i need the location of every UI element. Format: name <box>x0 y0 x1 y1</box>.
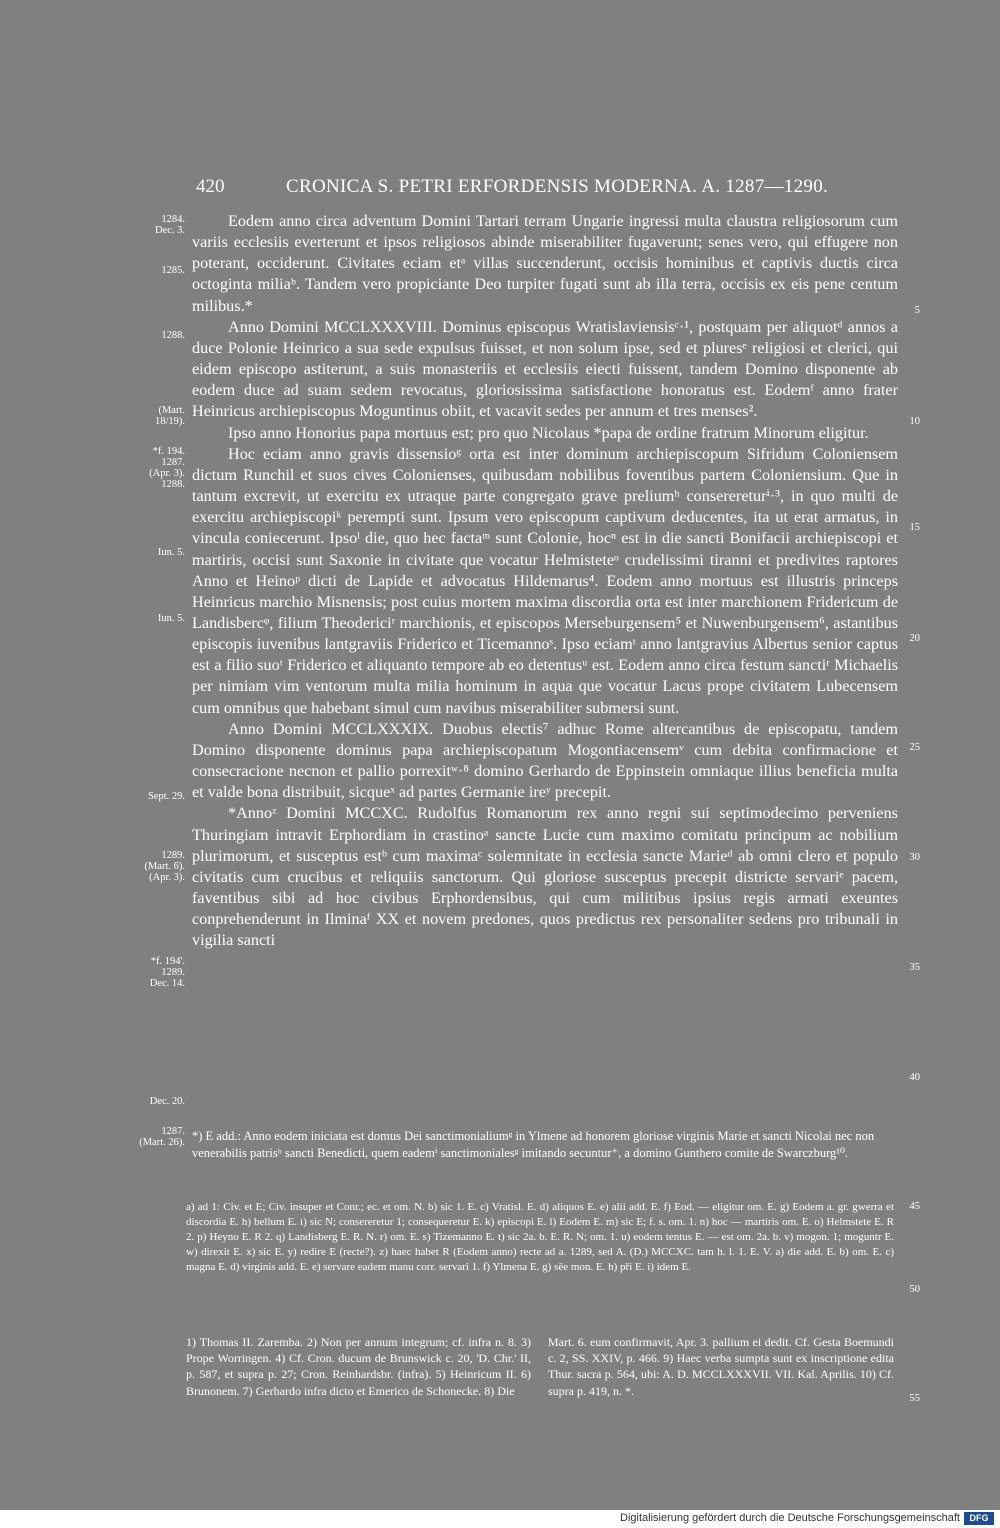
margin-date: Dec. 20. <box>149 1096 185 1107</box>
line-number: 30 <box>909 852 920 863</box>
margin-date: *f. 194'. 1289. Dec. 14. <box>149 956 185 989</box>
margin-date: 1289. (Mart. 6). (Apr. 3). <box>144 850 185 883</box>
notes-text: 1) Thomas II. Zaremba. 2) Non per annum integrum; cf. infra n. 8. 3) Prope Worringen. 4) Cf. Cron. ducum de Brunswick c. 20, 'D. Chr.' II, p. 587, et supra p. 27; Cron. Reinhardsbr. (infra). 5) Heinricum II. 6) Brunonem. 7) Gerhardo infra dicto et Emerico de Schonecke. 8) Die <box>186 1335 531 1398</box>
line-number: 50 <box>909 1284 920 1295</box>
line-number: 5 <box>914 305 920 316</box>
paragraph: Anno Domini MCCLXXXIX. Duobus electis⁷ adhuc Rome altercantibus de episcopatu, tandem Domino disponente dominus papa archiepiscopatum Mogontiacensemᵛ cum debita confirmacione et consecracione necnon et pallio porrexitʷ·⁸ domino Gerhardo de Eppinstein omniaque illius beneficia multa et valde bona distribuit, sicqueˣ ad partes Germanie ireʸ precepit. <box>192 719 898 802</box>
funding-credit[interactable]: Digitalisierung gefördert durch die Deutsche Forschungsgemeinschaft <box>620 1512 960 1524</box>
dfg-logo[interactable]: DFG <box>964 1512 994 1525</box>
line-number: 10 <box>909 416 920 427</box>
margin-date: (Mart. 18/19). <box>154 405 185 427</box>
notes-left-column <box>186 1334 531 1399</box>
margin-date: 1284. Dec. 3. <box>154 214 185 236</box>
margin-date: 1285. <box>161 265 185 276</box>
page-number: 420 <box>196 176 225 197</box>
line-number: 20 <box>909 633 920 644</box>
critical-apparatus <box>186 1200 894 1275</box>
line-number: 40 <box>909 1072 920 1083</box>
running-title: CRONICA S. PETRI ERFORDENSIS MODERNA. A. 1287—1290. <box>286 176 829 197</box>
paragraph: *Annoᶻ Domini MCCXC. Rudolfus Romanorum rex anno regni sui septimodecimo perveniens Thuringiam intravit Erphordiam in crastinoᵃ sancte Lucie cum maximo comitatu principum ac nobilium plurimorum, et susceptus estᵇ cum maximaᶜ solemnitate in ecclesia sancte Marieᵈ ab omni clero et populo civitatis cum crucibus et reliquiis sanctorum. Qui gloriose susceptus precepit districte servariᵉ pacem, faventibus sibi ad hoc civibus Erphordensibus, qui cum militibus ipsius regis armati exeuntes conprehenderunt in Ilminaᶠ XX et novem predones, quos predictus rex personaliter sedens pro tribunali in vigilia sancti <box>192 804 898 950</box>
line-number: 55 <box>909 1393 920 1404</box>
margin-date: Sept. 29. <box>147 791 185 802</box>
paragraph: Eodem anno circa adventum Domini Tartari terram Ungarie ingressi multa claustra religiosorum cum variis ecclesiis everterunt et ipsos religiosos abinde miserabiliter fugaverunt; senes vero, qui effugere non poterant, occiderunt. Civitates eciam etᵃ villas succenderunt, occisis hominibus et captivis ductis circa octoginta miliaᵇ. Tandem vero propiciante Deo turpiter fugati sunt ab illa terra, occisis ex eis pene centum milibus.* <box>192 212 898 315</box>
notes-text: Mart. 6. eum confirmavit, Apr. 3. pallium ei dedit. Cf. Gesta Boemundi c. 2, SS. XXIV, p. 466. 9) Haec verba sumpta sunt ex inscriptione edita Thur. sacra p. 564, ubi: A. D. MCCLXXXVII. VII. Kal. Aprilis. 10) Cf. supra p. 419, n. *. <box>548 1335 894 1398</box>
line-number: 35 <box>909 962 920 973</box>
main-text <box>192 211 898 951</box>
star-footnote: *) E add.: Anno eodem iniciata est domus Dei sanctimonialiumᵍ in Ylmene ad honorem gloriose virginis Marie et sancti Nicolai nec non venerabilis patrisʰ sancti Benedicti, quem eademⁱ sanctimonialesᵍ imitando secuntur⁺, a domino Gunthero comite de Swarczburg¹⁰. <box>192 1129 875 1160</box>
margin-date: Iun. 5. <box>157 613 185 624</box>
margin-date: 1287. (Mart. 26). <box>139 1126 185 1148</box>
apparatus-text: a) ad 1: Civ. et E; Civ. insuper et Conr.; ec. et om. N. b) sic 1. E. c) Vratisl. E. d) aliquos E. e) alii add. E. f) Eod. — eligitur om. E. g) Eodem a. gr. gwerra et discordia E. h) bellum E. i) sic N; consereretur 1; consequeretur E. k) episcopi E. l) Eodem E. m) sic E; f. s. om. 1. n) hoc — martiris om. E. o) Helmstete E. R 2. p) Heyno E. R 2. q) Landisberg E. R. N. r) om. E. s) Tizemanno E. t) sic 2a. b. E. R. N; om. 1. u) eodem tentus E. — est om. 2a. b. v) mogon. 1; moguntr E. w) direxit E. x) sic E. y) redire E (recte?). z) haec habet R (Eodem anno) recte ad a. 1289, sed A. (D.) MCCXC. tam h. l. 1. E. V. a) die add. E. b) om. E. c) magna E. d) virginis add. E. e) servare eadem manu corr. servari 1. f) Ylmena E. g) sēe mon. E. h) při E. i) idem E. <box>186 1201 894 1274</box>
line-number: 15 <box>909 522 920 533</box>
paragraph: Hoc eciam anno gravis dissensioᵍ orta est inter dominum archiepiscopum Sifridum Coloniensem dictum Runchil et suos cives Colonienses, quibusdam nobilibus foventibus partem Coloniensium. Que in tantum excrevit, ut exercitu ex utraque parte congregato grave preliumʰ conserereturⁱ·³, in quo multi de exercitu archiepiscopiᵏ perempti sunt. Ipsum vero episcopum captivum deducentes, ita ut erat armatus, in vincula coniecerunt. Ipsoˡ die, quo hec factaᵐ sunt Colonie, hocⁿ est in die sancti Bonifacii archiepiscopi et martiris, occisi sunt Saxonie in civitate que vocatur Helmisteteᵒ crudelissimi tiranni et predivites raptores Anno et Heinoᵖ dicti de Lapide et advocatus Hildemarus⁴. Eodem anno mortuus est illustris princeps Heinricus marchio Misnensis; post cuius mortem maxima discordia orta est inter marchionem Fridericum de Landisbercᵠ, filium Theodericiʳ marchionis, et episcopos Merseburgensem⁵ et Nuwenburgensem⁶, astantibus episcopis iuvenibus lantgraviis Friderico et Ticemannoˢ. Ipso eciamᵗ anno lantgravius Albertus senior captus est a filio suoᵗ Friderico et aliquanto tempore ab eo detentusᵘ est. Eodem anno circa festum sanctiʳ Michaelis per nimiam vim ventorum multa milia hominum in aqua que vocatur Lacus prope civitatem Lubecensem cum omnibus que habebant simul cum navibus miserabiliter submersi sunt. <box>192 444 898 717</box>
paragraph: Anno Domini MCCLXXXVIII. Dominus episcopus Wratislaviensisᶜ·¹, postquam per aliquotᵈ annos a duce Polonie Heinrico a sua sede expulsus fuisset, et non solum ipse, sed et pluresᵉ religiosi et clerici, qui eidem episcopo astiterunt, a suis monasteriis et ecclesiis eiecti fuissent, tandem Domino disponente ab eodem duce ad suam sedem revocatus, gloriosissima satisfactione honoratus est. Eodemᶠ anno frater Heinricus archiepiscopus Moguntinus obiit, et vacavit sedes per annum et tres menses². <box>192 317 898 421</box>
margin-date: *f. 194. 1287. (Apr. 3). 1288. <box>149 446 185 490</box>
margin-date: Iun. 5. <box>157 547 185 558</box>
line-number: 25 <box>909 742 920 753</box>
notes-right-column <box>548 1334 894 1399</box>
paragraph: Ipso anno Honorius papa mortuus est; pro quo Nicolaus *papa de ordine fratrum Minorum eligitur. <box>228 423 869 442</box>
line-number: 45 <box>909 1201 920 1212</box>
margin-date: 1288. <box>161 330 185 341</box>
